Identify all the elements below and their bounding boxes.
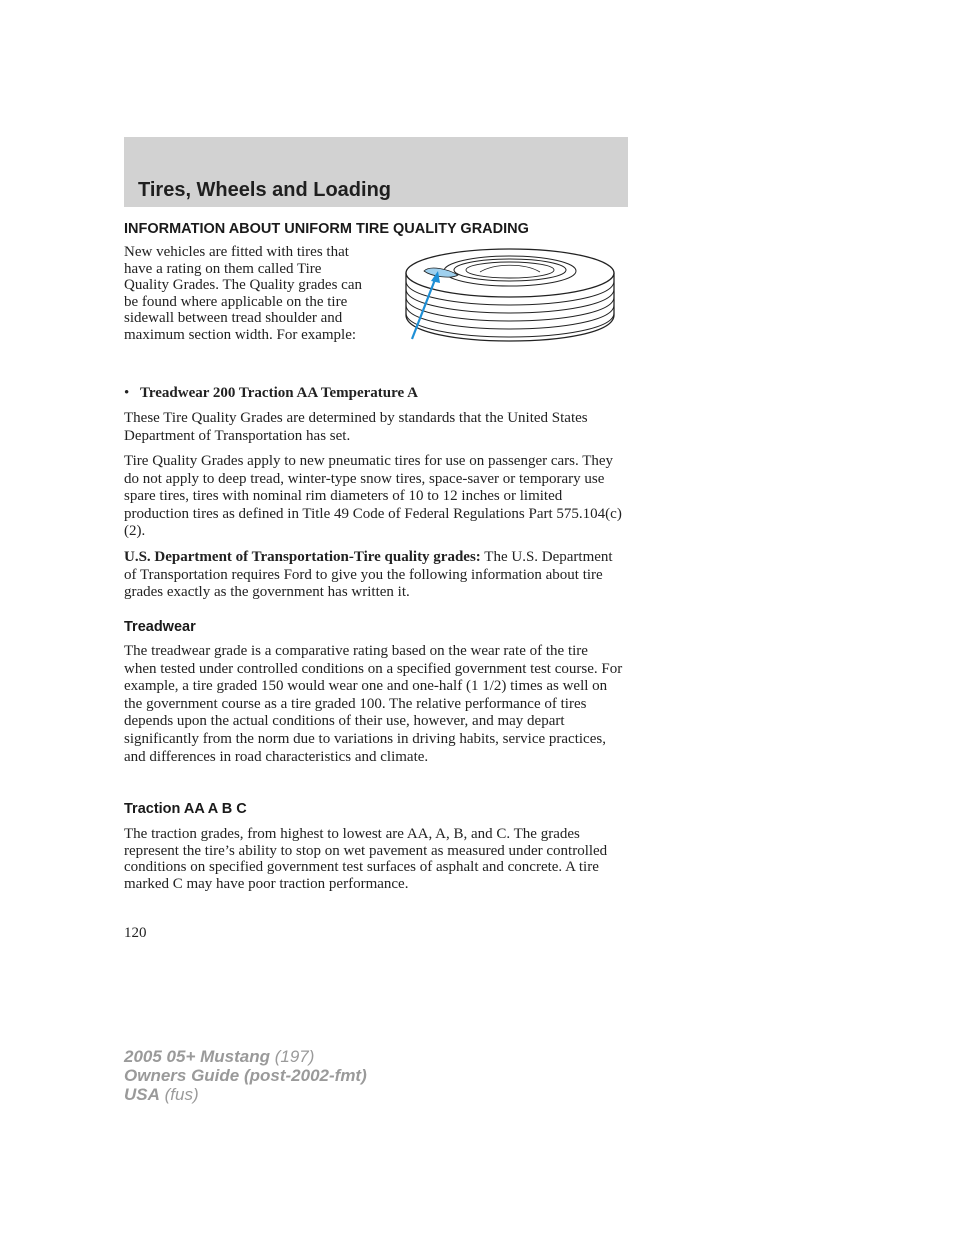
dot-grades-paragraph (124, 549, 624, 602)
example-bullet-text: Treadwear 200 Traction AA Temperature A (140, 385, 418, 401)
intro-paragraph: New vehicles are fitted with tires that have a rating on them called Tire Quality Grades. The Quality grades can be found where applicable on the tire sidewall between tread shoulder and maximum section width. For example: (124, 244, 362, 343)
page-number: 120 (124, 925, 147, 941)
traction-paragraph: The traction grades, from highest to lowest are AA, A, B, and C. The grades represent the tire’s ability to stop on wet pavement as measured under controlled conditions on specified government test surfaces of asphalt and concrete. A tire marked C may have poor traction performance. (124, 826, 608, 892)
bullet-icon: • (124, 385, 130, 401)
footer-line-1 (124, 1047, 367, 1066)
treadwear-paragraph: The treadwear grade is a comparative rating based on the wear rate of the tire when tested under controlled conditions on a specified government test course. For example, a tire graded 150 would wear one and one-half (1 1/2) times as well on the government course as a tire graded 100. The relative performance of tires depends upon the actual conditions of their use, however, and may depart significantly from the norm due to variations in driving habits, service practices, and differences in road characteristics and climate. (124, 643, 623, 765)
footer-line-3 (124, 1085, 367, 1104)
standards-paragraph: These Tire Quality Grades are determined by standards that the United States Department of Transportation has set. (124, 410, 588, 444)
treadwear-heading: Treadwear (124, 619, 196, 635)
section-header-band (124, 137, 628, 207)
tire-sidewall-icon (400, 245, 620, 345)
applicability-paragraph: Tire Quality Grades apply to new pneumatic tires for use on passenger cars. They do not apply to deep tread, winter-type snow tires, space-saver or temporary use spare tires, tires with nominal rim diameters of 10 to 12 inches or limited production tires as defined in Title 49 Code of Federal Regulations Part 575.104(c)(2). (124, 453, 622, 540)
footer-guide: Owners Guide (post-2002-fmt) (124, 1066, 367, 1085)
footer-model: 2005 05+ Mustang (124, 1047, 270, 1066)
footer-model-code: (197) (270, 1047, 315, 1066)
footer-market-code: (fus) (159, 1085, 199, 1104)
dot-grades-text: The U.S. Department of Transportation requires Ford to give you the following information about tire grades exactly as the government has written it. (124, 549, 613, 601)
section-heading: INFORMATION ABOUT UNIFORM TIRE QUALITY GRADING (124, 221, 529, 237)
footer-line-2 (124, 1066, 367, 1085)
footer-market: USA (124, 1085, 160, 1104)
traction-heading: Traction AA A B C (124, 801, 247, 817)
document-footer (124, 1047, 367, 1104)
dot-grades-label: U.S. Department of Transportation-Tire quality grades: (124, 549, 481, 565)
section-title: Tires, Wheels and Loading (138, 179, 392, 201)
example-bullet (124, 385, 418, 402)
